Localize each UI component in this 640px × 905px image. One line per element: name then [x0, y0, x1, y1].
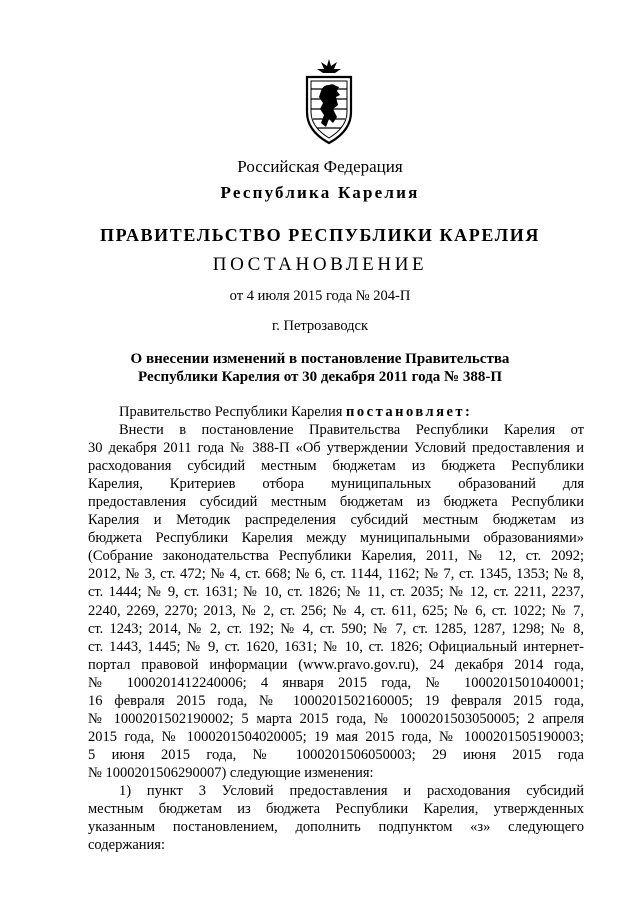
title-line-2: Республики Карелия от 30 декабря 2011 года № 388-П: [137, 369, 503, 385]
paragraph-1-line: ст. 1443, 1445; № 9, ст. 1620, 1631; № 10, ст. 1826; Официальный интернет-: [88, 638, 584, 655]
item-1-line: указанным постановлением, дополнить подпунктом «з» следующего: [88, 819, 584, 836]
paragraph-1-line: 2012, № 3, ст. 472; № 4, ст. 668; № 6, ст. 1144, 1162; № 7, ст. 1345, 1353; № 8,: [88, 566, 584, 583]
document-body: [88, 403, 584, 854]
paragraph-1-line: (Собрание законодательства Республики Карелия, 2011, № 12, ст. 2092;: [88, 548, 584, 565]
karelia-coat-of-arms-icon: [299, 57, 359, 147]
paragraph-1-line: предоставления субсидий местным бюджетам из бюджета Республики: [88, 494, 584, 511]
intro-resolution-word: постановляет:: [346, 404, 473, 420]
paragraph-1-line: 5 июня 2015 года, № 1000201506050003; 29 июня 2015 года: [88, 746, 584, 763]
paragraph-1-line: 2240, 2269, 2270; 2013, № 2, ст. 256; № 4, ст. 611, 625; № 6, ст. 1022; № 7,: [88, 602, 584, 619]
government-name: ПРАВИТЕЛЬСТВО РЕСПУБЛИКИ КАРЕЛИЯ: [100, 225, 540, 245]
document-title: [0, 350, 640, 386]
paragraph-1-line: Карелия и Методик распределения субсидий местным бюджетам из: [88, 512, 584, 529]
city-line: г. Петрозаводск: [271, 318, 369, 334]
paragraph-1-line: № 1000201412240006; 4 января 2015 года, № 1000201501040001;: [88, 674, 584, 691]
document-type: ПОСТАНОВЛЕНИЕ: [212, 254, 428, 275]
paragraph-1-line: ст. 1444; № 9, ст. 1631; № 10, ст. 1826; № 11, ст. 2035; № 12, ст. 2211, 2237,: [88, 584, 584, 601]
paragraph-1-line: портал правовой информации (www.pravo.gov.ru), 24 декабря 2014 года,: [88, 656, 584, 673]
intro-line: [88, 403, 584, 421]
republic-name: Республика Карелия: [220, 183, 420, 202]
item-1-line: местным бюджетам из бюджета Республики Карелия, утвержденных: [88, 801, 584, 818]
paragraph-1-line: расходования субсидий местным бюджетам из бюджета Республики: [88, 458, 584, 475]
item-1: [88, 782, 584, 854]
paragraph-1-line: № 1000201502190002; 5 марта 2015 года, № 1000201503050005; 2 апреля: [88, 710, 584, 727]
paragraph-1-line: Карелия, Критериев отбора муниципальных образований для: [88, 476, 584, 493]
item-1-line: 1) пункт 3 Условий предоставления и расходования субсидий: [119, 782, 584, 799]
paragraph-1: [88, 421, 584, 782]
paragraph-1-line: 16 февраля 2015 года, № 1000201502160005; 19 февраля 2015 года,: [88, 692, 584, 709]
paragraph-1-line: 2015 года, № 1000201504020005; 19 мая 2015 года, № 1000201505190003;: [88, 728, 584, 745]
country-name: Российская Федерация: [237, 157, 403, 176]
paragraph-1-line: Внести в постановление Правительства Республики Карелия от: [119, 422, 584, 439]
title-line-1: О внесении изменений в постановление Правительства: [130, 351, 510, 367]
item-1-line: содержания:: [88, 837, 166, 854]
intro-prefix: Правительство Республики Карелия: [119, 404, 347, 420]
paragraph-1-line: 30 декабря 2011 года № 388-П «Об утверждении Условий предоставления и: [88, 440, 584, 457]
paragraph-1-line: ст. 1243; 2014, № 2, ст. 192; № 4, ст. 590; № 7, ст. 1285, 1287, 1298; № 8,: [88, 620, 584, 637]
date-line: от 4 июля 2015 года № 204-П: [229, 288, 411, 304]
paragraph-1-line: № 1000201506290007) следующие изменения:: [88, 764, 374, 781]
paragraph-1-line: бюджета Республики Карелия между муниципальными образованиями»: [88, 530, 584, 547]
